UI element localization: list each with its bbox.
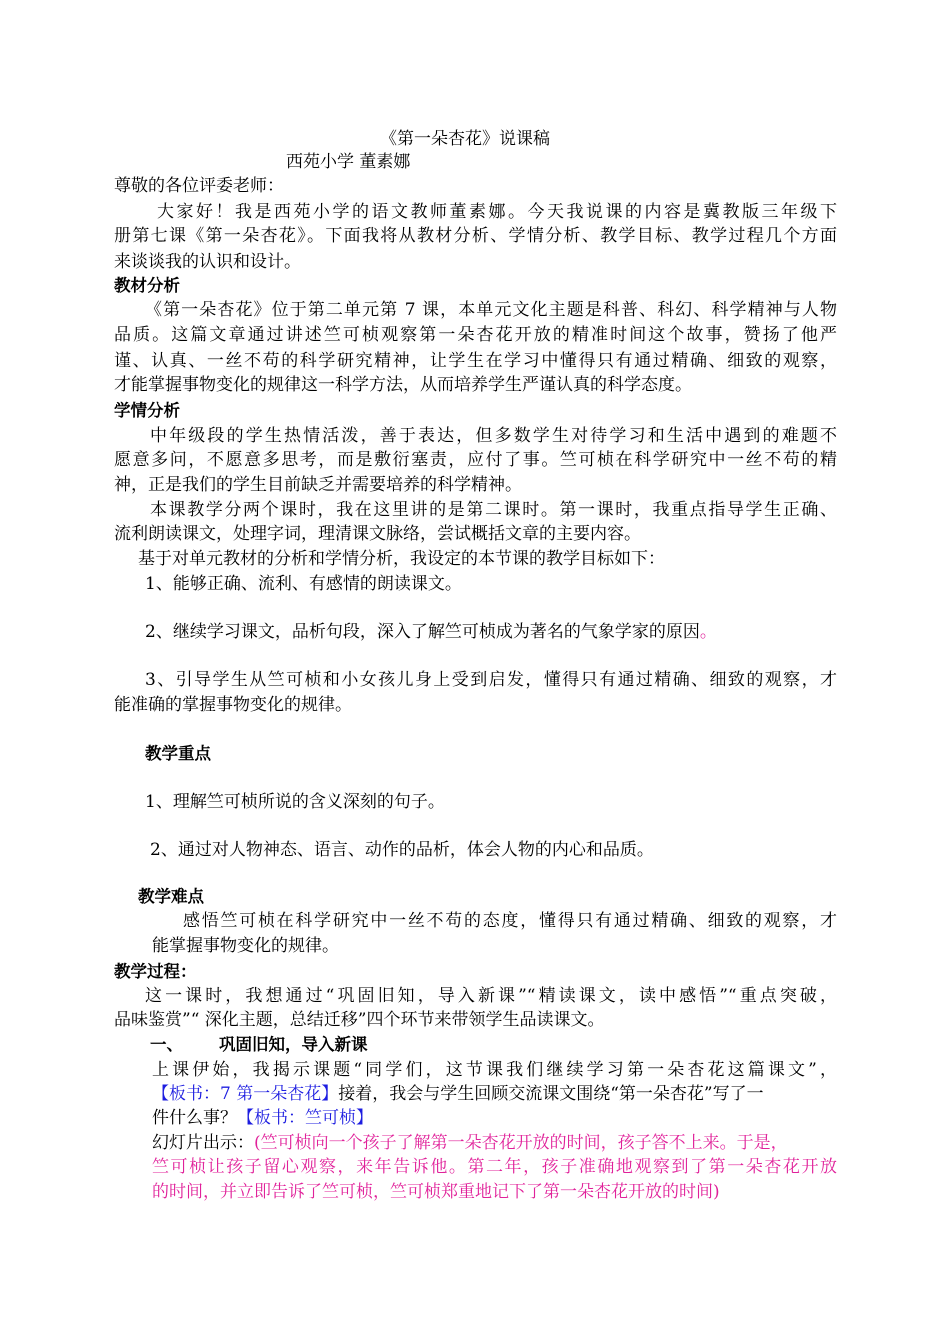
heading-teaching-focus: 教学重点	[145, 744, 211, 763]
greeting: 尊敬的各位评委老师：	[114, 176, 284, 196]
students-line: 神，正是我们的学生目前缺乏并需要培养的科学精神。	[114, 475, 522, 495]
students-line: 愿意多问，不愿意多思考，而是敷衍塞责，应付了事。竺可桢在科学研究中一丝不苟的精	[114, 450, 837, 470]
process-line: 这一课时，我想通过“巩固旧知，导入新课”“精读课文，读中感悟”“重点突破，	[145, 986, 837, 1006]
slide-label: 幻灯片出示：	[152, 1133, 254, 1153]
goal-item-continued: 能准确的掌握事物变化的规律。	[114, 695, 352, 715]
focus-item: 2、通过对人物神态、语言、动作的品析，体会人物的内心和品质。	[150, 840, 654, 860]
step-heading	[150, 1033, 368, 1057]
slide-line: 竺可桢让孩子留心观察，来年告诉他。第二年，孩子准确地观察到了第一朵杏花开放	[152, 1157, 837, 1177]
step-title: 巩固旧知，导入新课	[219, 1035, 368, 1054]
intro-line: 来谈谈我的认识和设计。	[114, 252, 301, 272]
heading-material-analysis: 教材分析	[114, 276, 180, 295]
goal-item: 1、能够正确、流利、有感情的朗读课文。	[145, 574, 462, 594]
board-note: 【板书：竺可桢】	[237, 1108, 373, 1128]
lesson-line: 流利朗读课文，处理字词，理清课文脉络，尝试概括文章的主要内容。	[114, 524, 641, 544]
goal-item: 2、继续学习课文，品析句段，深入了解竺可桢成为著名的气象学家的原因。	[145, 622, 717, 642]
slide-line: 幻灯片出示：(竺可桢向一个孩子了解第一朵杏花开放的时间，孩子答不上来。于是，	[152, 1133, 788, 1153]
material-line: 才能掌握事物变化的规律这一科学方法，从而培养学生严谨认真的科学态度。	[114, 375, 692, 395]
lesson-line: 本课教学分两个课时，我在这里讲的是第二课时。第一课时，我重点指导学生正确、	[150, 500, 837, 520]
goal-item: 3、引导学生从竺可桢和小女孩儿身上受到启发，懂得只有通过精确、细致的观察，才	[145, 670, 837, 690]
step-number: 一、	[150, 1035, 183, 1054]
difficulty-line: 感悟竺可桢在科学研究中一丝不苟的态度，懂得只有通过精确、细致的观察，才	[183, 911, 837, 931]
doc-title: 《第一朵杏花》说课稿	[380, 129, 550, 149]
difficulty-line: 能掌握事物变化的规律。	[152, 936, 339, 956]
step-line: 【板书：7 第一朵杏花】接着，我会与学生回顾交流课文围绕“第一朵杏花”写了一	[152, 1084, 764, 1104]
material-line: 品质。这篇文章通过讲述竺可桢观察第一朵杏花开放的精准时间这个故事，赞扬了他严	[114, 325, 837, 345]
heading-teaching-difficulty: 教学难点	[138, 887, 204, 906]
step-line: 上课伊始，我揭示课题“同学们，这节课我们继续学习第一朵杏花这篇课文”，	[152, 1060, 837, 1080]
heading-teaching-process: 教学过程：	[114, 962, 197, 981]
intro-line: 大家好！我是西苑小学的语文教师董素娜。今天我说课的内容是冀教版三年级下	[157, 202, 837, 222]
heading-student-analysis: 学情分析	[114, 401, 180, 420]
board-note: 【板书：7 第一朵杏花】	[152, 1084, 339, 1104]
material-line: 《第一朵杏花》位于第二单元第 7 课，本单元文化主题是科普、科幻、科学精神与人物	[145, 300, 837, 320]
process-line: 品味鉴赏”“ 深化主题，总结迁移”四个环节来带领学生品读课文。	[114, 1010, 605, 1030]
doc-author: 西苑小学 董素娜	[286, 152, 411, 172]
material-line: 谨、认真、一丝不苟的科学研究精神，让学生在学习中懂得只有通过精确、细致的观察，	[114, 351, 837, 371]
goals-intro: 基于对单元教材的分析和学情分析，我设定的本节课的教学目标如下：	[138, 549, 665, 569]
students-line: 中年级段的学生热情活泼，善于表达，但多数学生对待学习和生活中遇到的难题不	[150, 426, 837, 446]
intro-line: 册第七课《第一朵杏花》。下面我将从教材分析、学情分析、教学目标、教学过程几个方面	[114, 226, 837, 246]
step-line: 件什么事？【板书：竺可桢】	[152, 1108, 373, 1128]
slide-line: 的时间，并立即告诉了竺可桢，竺可桢郑重地记下了第一朵杏花开放的时间)	[152, 1182, 720, 1202]
focus-item: 1、理解竺可桢所说的含义深刻的句子。	[145, 792, 445, 812]
